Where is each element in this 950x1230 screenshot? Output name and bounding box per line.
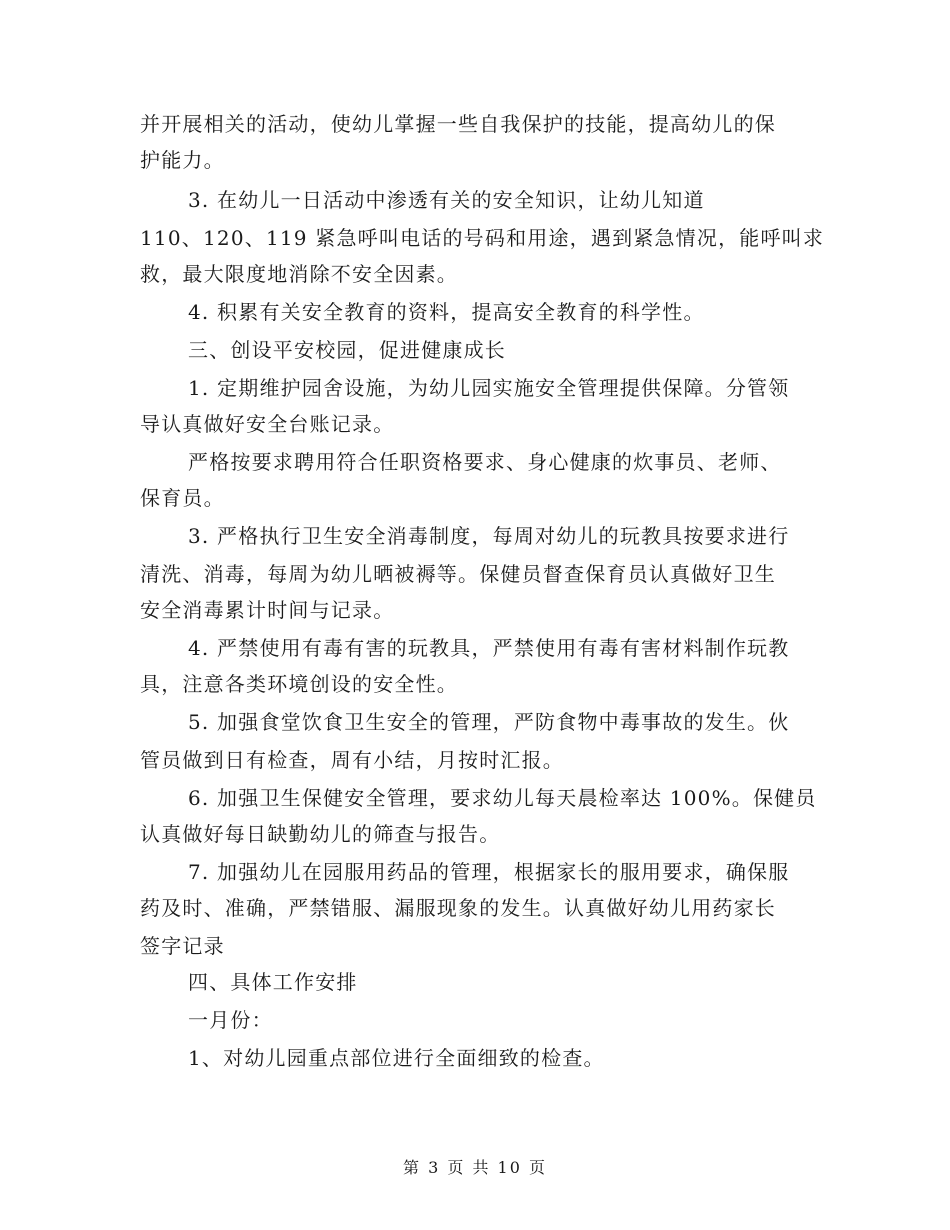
- text-line: 护能力。: [140, 148, 225, 172]
- text-line: 4. 积累有关安全教育的资料，提高安全教育的科学性。: [188, 300, 705, 324]
- text-line: 签字记录: [140, 934, 225, 958]
- section-heading: 三、创设平安校园，促进健康成长: [188, 338, 506, 362]
- text-line: 3. 严格执行卫生安全消毒制度，每周对幼儿的玩教具按要求进行: [188, 524, 790, 548]
- text-line: 5. 加强食堂饮食卫生安全的管理，严防食物中毒事故的发生。伙: [188, 710, 790, 734]
- text-line: 导认真做好安全台账记录。: [140, 412, 395, 436]
- text-line: 严格按要求聘用符合任职资格要求、身心健康的炊事员、老师、: [188, 450, 782, 474]
- text-line: 1、对幼儿园重点部位进行全面细致的检查。: [188, 1046, 605, 1070]
- section-heading: 四、具体工作安排: [188, 970, 358, 994]
- text-line: 具，注意各类环境创设的安全性。: [140, 672, 458, 696]
- text-line: 4. 严禁使用有毒有害的玩教具，严禁使用有毒有害材料制作玩教: [188, 636, 790, 660]
- text-line: 认真做好每日缺勤幼儿的筛查与报告。: [140, 822, 501, 846]
- text-line: 3. 在幼儿一日活动中渗透有关的安全知识，让幼儿知道: [188, 188, 705, 212]
- text-line: 安全消毒累计时间与记录。: [140, 598, 395, 622]
- text-line: 保育员。: [140, 486, 225, 510]
- text-line: 6. 加强卫生保健安全管理，要求幼儿每天晨检率达 100%。保健员: [188, 786, 817, 810]
- text-line: 药及时、准确，严禁错服、漏服现象的发生。认真做好幼儿用药家长: [140, 896, 776, 920]
- text-line: 救，最大限度地消除不安全因素。: [140, 262, 458, 286]
- text-line: 并开展相关的活动，使幼儿掌握一些自我保护的技能，提高幼儿的保: [140, 112, 776, 136]
- page-number-footer: 第 3 页 共 10 页: [403, 1158, 547, 1177]
- text-line: 清洗、消毒，每周为幼儿晒被褥等。保健员督查保育员认真做好卫生: [140, 562, 776, 586]
- text-line: 7. 加强幼儿在园服用药品的管理，根据家长的服用要求，确保服: [188, 860, 790, 884]
- text-line: 110、120、119 紧急呼叫电话的号码和用途，遇到紧急情况，能呼叫求: [140, 226, 825, 250]
- text-line: 1. 定期维护园舍设施，为幼儿园实施安全管理提供保障。分管领: [188, 376, 790, 400]
- text-line: 一月份：: [188, 1008, 273, 1032]
- text-line: 管员做到日有检查，周有小结，月按时汇报。: [140, 748, 564, 772]
